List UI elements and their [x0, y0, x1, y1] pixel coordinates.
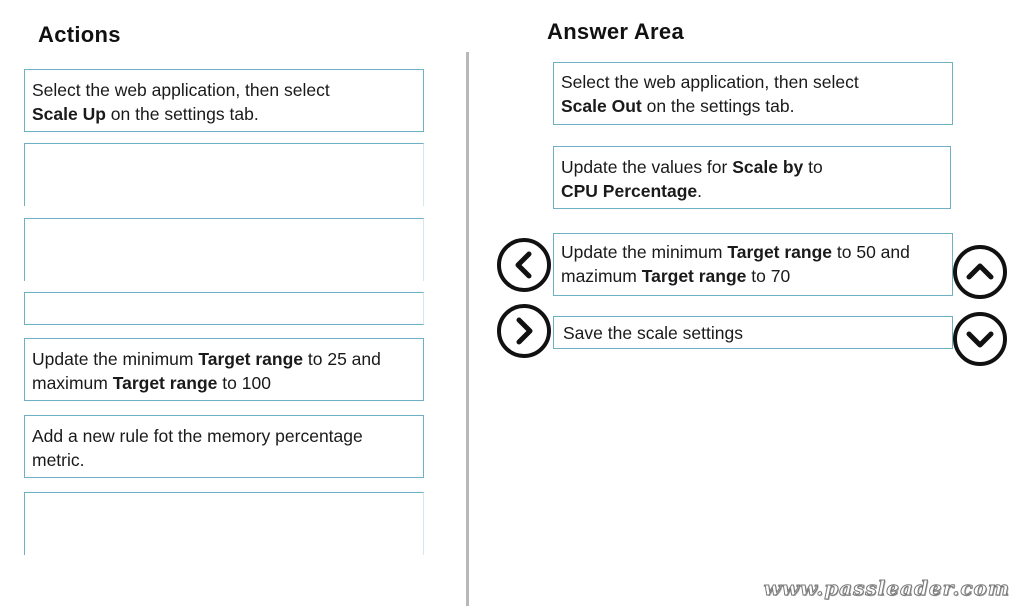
action-slot-empty[interactable] [24, 492, 424, 555]
actions-heading: Actions [38, 22, 121, 47]
answer-text: to 70 [746, 266, 791, 286]
action-bold-text: Target range [112, 373, 218, 393]
answer-bold-text: Target range [727, 242, 833, 262]
answer-text: to 50 and mazimum [561, 242, 910, 286]
watermark: www.passleader.com [763, 576, 1010, 600]
answer-area-heading: Answer Area [547, 19, 684, 44]
answer-text: Select the web application, then select [561, 72, 859, 92]
answer-text: on the settings tab. [641, 96, 795, 116]
answer-bold-text: Scale by [732, 157, 804, 177]
action-text: Add a new rule fot the memory percentage metric. [32, 426, 363, 470]
answer-item-target-range-50-70[interactable] [553, 233, 953, 296]
action-item-scale-up[interactable] [24, 69, 424, 132]
action-text: to 100 [217, 373, 271, 393]
move-right-button[interactable] [497, 304, 551, 358]
action-slot-empty[interactable] [24, 292, 424, 325]
action-text: to 25 and maximum [32, 349, 381, 393]
action-slot-empty[interactable] [24, 143, 424, 206]
action-item-target-range-25-100[interactable] [24, 338, 424, 401]
move-down-button[interactable] [953, 312, 1007, 366]
answer-text: to [803, 157, 823, 177]
answer-item-scale-out[interactable] [553, 62, 953, 125]
action-text: on the settings tab. [105, 104, 259, 124]
action-text: Select the web application, then select [32, 80, 330, 100]
action-text: Update the minimum [32, 349, 199, 369]
chevron-down-icon [965, 324, 995, 354]
answer-text: Update the minimum [561, 242, 728, 262]
answer-bold-text: Scale Out [561, 96, 642, 116]
action-bold-text: Target range [198, 349, 304, 369]
chevron-up-icon [965, 257, 995, 287]
move-up-button[interactable] [953, 245, 1007, 299]
answer-text: . [697, 181, 703, 201]
answer-item-save-settings[interactable] [553, 316, 953, 349]
pane-divider [466, 52, 469, 606]
action-item-add-memory-rule[interactable] [24, 415, 424, 478]
answer-text: Save the scale settings [563, 323, 743, 343]
move-left-button[interactable] [497, 238, 551, 292]
answer-item-scale-by-cpu[interactable] [553, 146, 951, 209]
chevron-left-icon [509, 250, 539, 280]
answer-bold-text: Target range [641, 266, 747, 286]
action-bold-text: Scale Up [32, 104, 106, 124]
chevron-right-icon [509, 316, 539, 346]
answer-bold-text: CPU Percentage [561, 181, 698, 201]
action-slot-empty[interactable] [24, 218, 424, 281]
answer-text: Update the values for [561, 157, 733, 177]
